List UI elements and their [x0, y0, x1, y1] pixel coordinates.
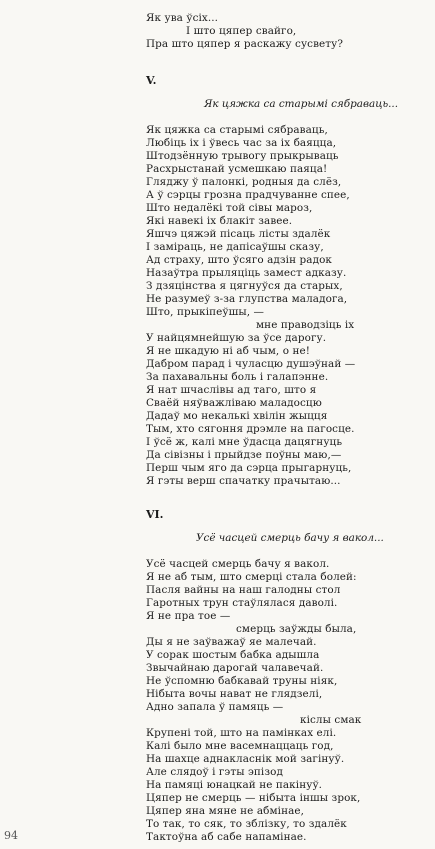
- verse-line: Расхрыстанай усмешкаю паяца!: [146, 163, 328, 175]
- verse-line: Цяпер не смерць — нібыта іншы зрок,: [146, 792, 361, 804]
- section-numeral: V.: [146, 74, 157, 87]
- verse-line: Калі было мне васемнаццаць год,: [146, 740, 334, 752]
- verse-line: І ўсё ж, калі мне ўдасца дацягнуць: [146, 436, 343, 448]
- verse-line: Я нат шчаслівы ад таго, што я: [146, 384, 317, 396]
- verse-line: Ад страху, што ўсяго адзін радок: [146, 254, 333, 266]
- verse-line: Гляджу ў палонкі, родныя да слёз,: [146, 176, 342, 188]
- verse-line: Я гэты верш спачатку прачытаю...: [146, 475, 341, 487]
- epigraph: Усё часцей смерць бачу я вакол...: [196, 532, 384, 544]
- verse-line: Да сівізны і прыйдзе поўны маю,—: [146, 449, 342, 461]
- verse-line: Назаўтра прыляціць замест адказу.: [146, 267, 347, 279]
- epigraph: Як цяжка са старымі сябраваць...: [204, 98, 399, 110]
- verse-line: Крупені той, што на памінках елі.: [146, 727, 337, 739]
- verse-line: Усё часцей смерць бачу я вакол.: [146, 558, 330, 570]
- verse-line: Любіць іх і ўвесь час за іх баяцца,: [146, 137, 337, 149]
- verse-line: Звычайнаю дарогай чалавечай.: [146, 662, 324, 674]
- verse-line: Сваёй няўважліваю маладосцю: [146, 397, 322, 409]
- verse-line: Штодзённую трывогу прыкрываць: [146, 150, 339, 162]
- section-numeral: VI.: [146, 508, 164, 521]
- verse-line: Дадаў мо некалькі хвілін жыцця: [146, 410, 328, 422]
- verse-line: Яшчэ цяжэй пісаць лісты здалёк: [146, 228, 331, 240]
- verse-line: Пасля вайны на наш галодны стол: [146, 584, 341, 596]
- verse-line: На шахце аднакласнік мой загінуў.: [146, 753, 345, 765]
- verse-line: Які навекі іх блакіт завее.: [146, 215, 293, 227]
- verse-line: кіслы смак: [300, 714, 362, 726]
- verse-line: Дабром парад і чуласцю душэўнай —: [146, 358, 356, 370]
- verse-line: То так, то сяк, то зблізку, то здалёк: [146, 818, 347, 830]
- verse-line: Цяпер яна мяне не абмінае,: [146, 805, 305, 817]
- verse-line: У найцямнейшую за ўсе дарогу.: [146, 332, 327, 344]
- verse-line: А ў сэрцы грозна прадчуванне спее,: [146, 189, 350, 201]
- verse-line: Гаротных трун стаўлялася даволі.: [146, 597, 338, 609]
- verse-line: Я не аб тым, што смерці стала болей:: [146, 571, 357, 583]
- verse-line: У сорак шостым бабка адышла: [146, 649, 320, 661]
- verse-line: І заміраць, не дапісаўшы сказу,: [146, 241, 324, 253]
- verse-line: Што, прыкіпеўшы, —: [146, 306, 265, 318]
- verse-line: На памяці юнацкай не пакінуў.: [146, 779, 323, 791]
- verse-line: Пра што цяпер я раскажу сусвету?: [146, 38, 344, 50]
- verse-line: Як ува ўсіх...: [146, 12, 219, 24]
- verse-line: мне праводзіць іх: [256, 319, 355, 331]
- page-number: 94: [4, 829, 18, 842]
- verse-line: Ды я не заўважаў яе малечай.: [146, 636, 317, 648]
- verse-line: Што недалёкі той сівы мароз,: [146, 202, 313, 214]
- verse-line: Але слядоў і гэты эпізод: [146, 766, 283, 778]
- verse-line: Тым, хто сягоння дрэмле на пагосце.: [146, 423, 355, 435]
- verse-line: Адно запала ў памяць —: [146, 701, 284, 713]
- verse-line: Я не пра тое —: [146, 610, 231, 622]
- verse-line: Як цяжка са старымі сябраваць,: [146, 124, 328, 136]
- verse-line: Нібыта вочы нават не глядзелі,: [146, 688, 323, 700]
- verse-line: Не ўспомню бабкавай труны ніяк,: [146, 675, 338, 687]
- verse-line: Я не шкадую ні аб чым, о не!: [146, 345, 311, 357]
- verse-line: Перш чым яго да сэрца прыгарнуць,: [146, 462, 352, 474]
- verse-line: смерць заўжды была,: [236, 623, 357, 635]
- verse-line: І што цяпер свайго,: [186, 25, 297, 37]
- verse-line: Тактоўна аб сабе напамінае.: [146, 831, 307, 843]
- verse-line: Не разумеў з-за глупства маладога,: [146, 293, 348, 305]
- verse-line: З дзяцінства я цягнуўся да старых,: [146, 280, 343, 292]
- verse-line: За пахавальны боль і галапэнне.: [146, 371, 329, 383]
